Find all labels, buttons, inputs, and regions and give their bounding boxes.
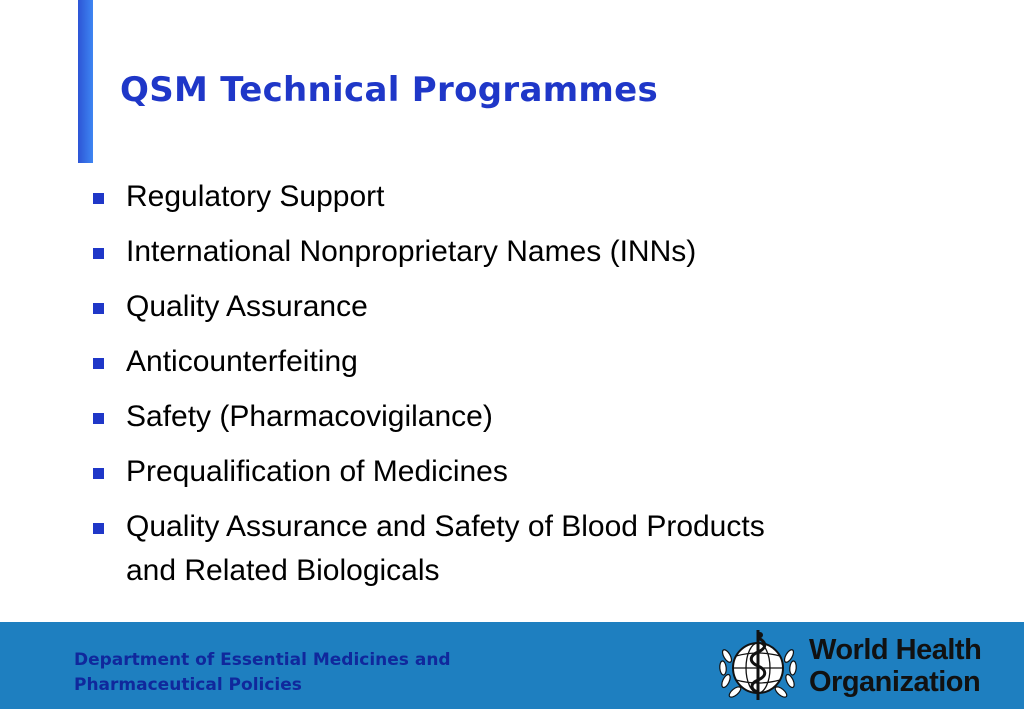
department-line-1: Department of Essential Medicines and bbox=[74, 650, 451, 670]
department-name bbox=[74, 648, 451, 698]
square-bullet-icon bbox=[93, 303, 104, 314]
square-bullet-icon bbox=[93, 523, 104, 534]
bullet-text-continuation: and Related Biologicals bbox=[126, 554, 440, 587]
organization-line-2: Organization bbox=[809, 666, 981, 698]
list-item bbox=[90, 395, 970, 439]
bullet-list bbox=[90, 175, 970, 604]
list-item bbox=[90, 175, 970, 219]
bullet-text: Quality Assurance and Safety of Blood Products bbox=[126, 510, 765, 543]
list-item bbox=[90, 230, 970, 274]
who-logo bbox=[715, 626, 1005, 706]
square-bullet-icon bbox=[93, 193, 104, 204]
bullet-text: Anticounterfeiting bbox=[126, 345, 358, 378]
who-emblem-icon bbox=[715, 626, 801, 706]
square-bullet-icon bbox=[93, 413, 104, 424]
list-item bbox=[90, 285, 970, 329]
square-bullet-icon bbox=[93, 248, 104, 259]
list-item bbox=[90, 505, 970, 593]
slide-title: QSM Technical Programmes bbox=[120, 70, 659, 110]
organization-name bbox=[809, 634, 981, 698]
bullet-text: Regulatory Support bbox=[126, 180, 385, 213]
bullet-text: International Nonproprietary Names (INNs) bbox=[126, 235, 697, 268]
footer-bar bbox=[0, 622, 1024, 709]
list-item bbox=[90, 340, 970, 384]
bullet-text: Quality Assurance bbox=[126, 290, 368, 323]
square-bullet-icon bbox=[93, 468, 104, 479]
bullet-text: Safety (Pharmacovigilance) bbox=[126, 400, 493, 433]
square-bullet-icon bbox=[93, 358, 104, 369]
title-accent-bar bbox=[78, 0, 93, 163]
organization-line-1: World Health bbox=[809, 634, 982, 666]
department-line-2: Pharmaceutical Policies bbox=[74, 675, 302, 695]
bullet-text: Prequalification of Medicines bbox=[126, 455, 508, 488]
list-item bbox=[90, 450, 970, 494]
